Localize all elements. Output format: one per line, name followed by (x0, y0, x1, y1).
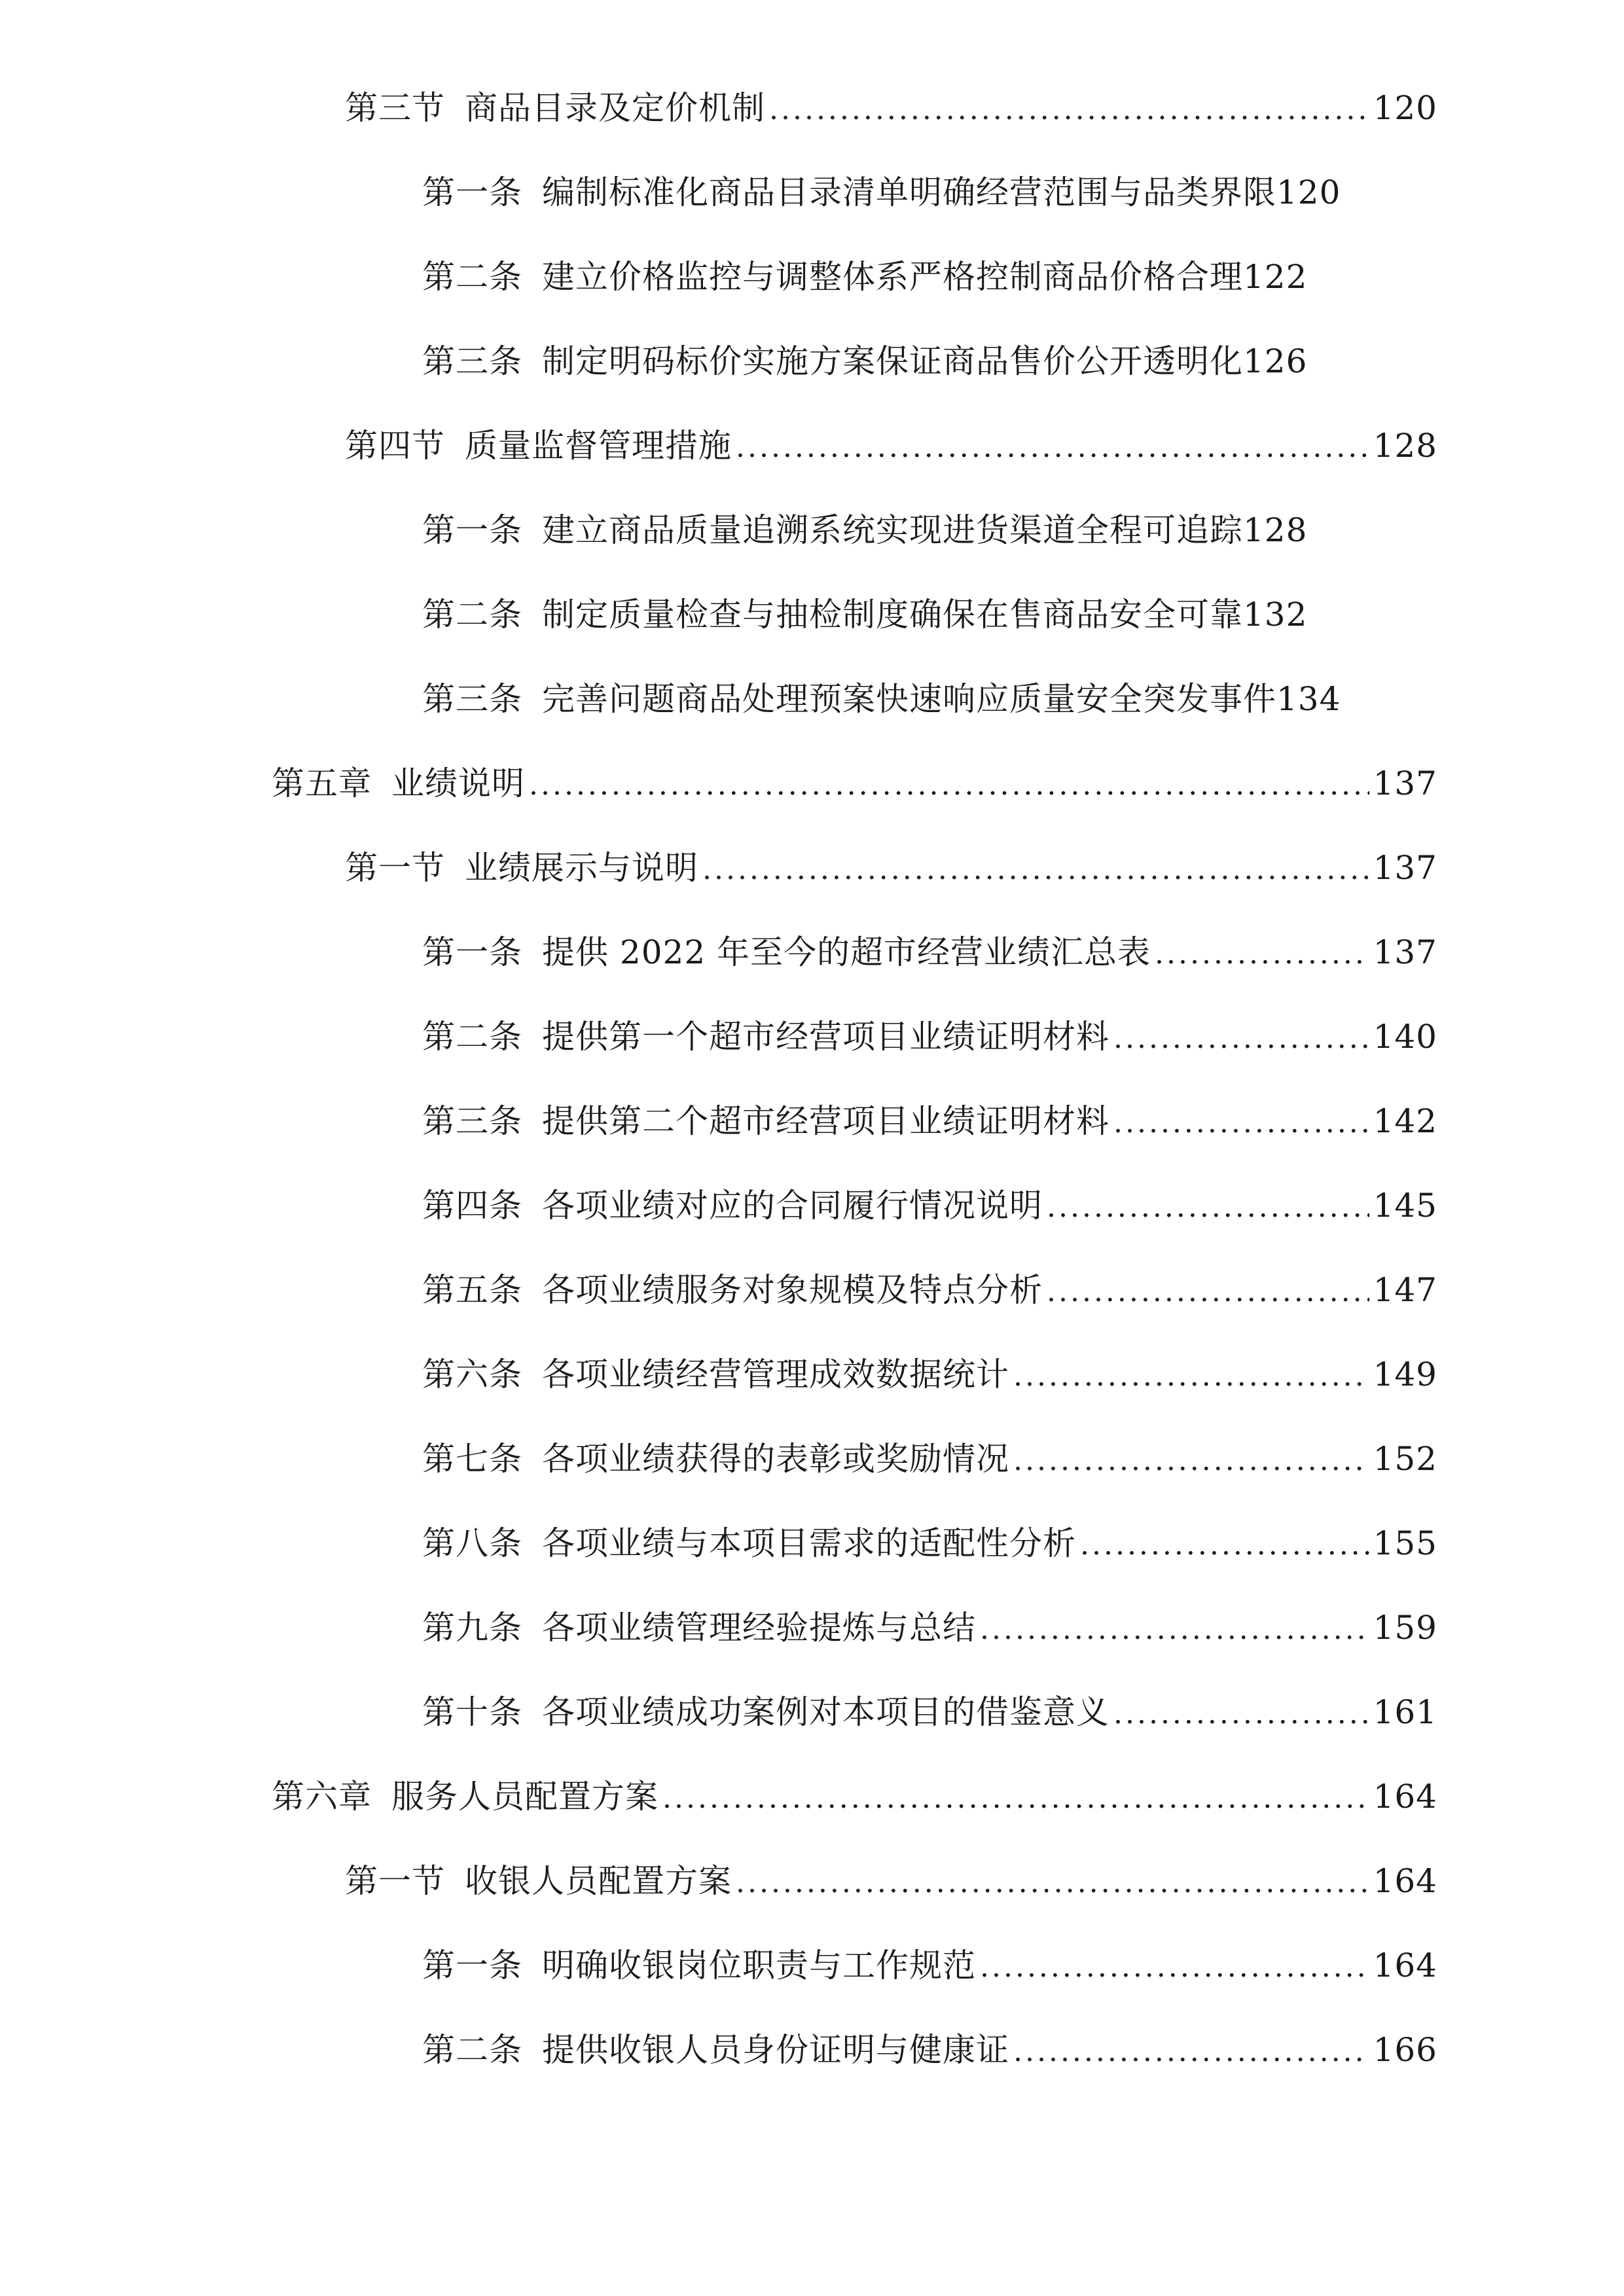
toc-entry-number: 第一条 (422, 173, 522, 211)
toc-entry-number: 第三节 (345, 89, 445, 127)
toc-dot-leader (1047, 1181, 1369, 1234)
toc-entry-title: 制定明码标价实施方案保证商品售价公开透明化 (542, 342, 1243, 380)
toc-entry-title: 服务人员配置方案 (391, 1778, 659, 1816)
toc-entry-number: 第四条 (422, 1187, 522, 1225)
toc-entry-title: 编制标准化商品目录清单明确经营范围与品类界限 (542, 173, 1276, 211)
toc-entry-page: 142 (1373, 1102, 1437, 1140)
toc-entry[interactable] (422, 673, 1470, 725)
toc-entry-title: 各项业绩对应的合同履行情况说明 (542, 1187, 1043, 1225)
toc-dot-leader (1013, 2026, 1369, 2078)
toc-entry-number: 第三条 (422, 342, 522, 380)
toc-entry-page: 164 (1373, 1946, 1437, 1984)
toc-entry-page: 164 (1373, 1778, 1437, 1816)
toc-entry-number: 第五章 (272, 764, 372, 802)
toc-entry[interactable] (422, 166, 1470, 219)
toc-entry-title: 各项业绩经营管理成效数据统计 (542, 1355, 1009, 1393)
toc-entry-title: 提供第二个超市经营项目业绩证明材料 (542, 1102, 1110, 1140)
toc-entry-title: 建立商品质量追溯系统实现进货渠道全程可追踪 (542, 511, 1243, 549)
toc-entry[interactable] (345, 82, 1437, 134)
toc-entry-page: 155 (1373, 1524, 1437, 1562)
toc-entry[interactable] (272, 1770, 1437, 1823)
toc-entry-number: 第三条 (422, 1102, 522, 1140)
toc-entry-page: 166 (1373, 2031, 1437, 2069)
toc-entry-title: 各项业绩获得的表彰或奖励情况 (542, 1440, 1009, 1478)
toc-entry-number: 第一节 (345, 1862, 445, 1900)
toc-entry-page: 137 (1373, 764, 1437, 802)
toc-entry-page: 161 (1373, 1693, 1437, 1731)
toc-dot-leader (1113, 1097, 1369, 1149)
toc-entry[interactable] (422, 504, 1437, 556)
toc-entry-page: 159 (1373, 1609, 1437, 1647)
toc-dot-leader (1113, 1013, 1369, 1065)
toc-entry-number: 第四节 (345, 427, 445, 465)
toc-entry[interactable] (272, 757, 1437, 810)
toc-entry-number: 第五条 (422, 1271, 522, 1309)
toc-entry-number: 第一条 (422, 1946, 522, 1984)
toc-entry-title: 提供 2022 年至今的超市经营业绩汇总表 (542, 933, 1151, 971)
toc-dot-leader (1080, 1519, 1369, 1571)
toc-entry-title: 各项业绩与本项目需求的适配性分析 (542, 1524, 1076, 1562)
toc-entry-page: 128 (1243, 511, 1308, 549)
toc-entry-number: 第八条 (422, 1524, 522, 1562)
toc-entry-number: 第二条 (422, 258, 522, 296)
toc-entry-title: 业绩说明 (391, 764, 525, 802)
toc-entry-page: 122 (1243, 258, 1308, 296)
toc-dot-leader (702, 844, 1369, 896)
toc-entry-title: 业绩展示与说明 (465, 849, 698, 887)
toc-entry-page: 145 (1373, 1187, 1437, 1225)
toc-entry[interactable] (422, 251, 1437, 303)
toc-entry-number: 第二条 (422, 2031, 522, 2069)
toc-entry-page: 126 (1243, 342, 1308, 380)
toc-entry[interactable] (345, 420, 1437, 472)
toc-dot-leader (662, 1772, 1369, 1825)
toc-entry[interactable] (422, 926, 1437, 978)
toc-entry-number: 第七条 (422, 1440, 522, 1478)
toc-entry-page: 147 (1373, 1271, 1437, 1309)
toc-entry-page: 134 (1276, 680, 1341, 718)
toc-entry-title: 各项业绩管理经验提炼与总结 (542, 1609, 976, 1647)
toc-entry-title: 完善问题商品处理预案快速响应质量安全突发事件 (542, 680, 1276, 718)
toc-dot-leader (980, 1604, 1369, 1656)
toc-dot-leader (1013, 1350, 1369, 1403)
toc-entry-number: 第二条 (422, 1018, 522, 1056)
toc-entry-title: 建立价格监控与调整体系严格控制商品价格合理 (542, 258, 1243, 296)
toc-entry[interactable] (345, 842, 1437, 894)
toc-entry-page: 137 (1373, 933, 1437, 971)
toc-entry[interactable] (422, 1095, 1437, 1147)
toc-dot-leader (1047, 1266, 1369, 1318)
toc-entry-page: 137 (1373, 849, 1437, 887)
toc-entry-number: 第一条 (422, 933, 522, 971)
toc-dot-leader (980, 1941, 1369, 1994)
toc-entry-title: 制定质量检查与抽检制度确保在售商品安全可靠 (542, 596, 1243, 634)
toc-entry-number: 第三条 (422, 680, 522, 718)
toc-entry[interactable] (422, 1433, 1437, 1485)
toc-entry-page: 152 (1373, 1440, 1437, 1478)
toc-entry[interactable] (422, 335, 1437, 387)
toc-entry-page: 149 (1373, 1355, 1437, 1393)
toc-entry-page: 120 (1373, 89, 1437, 127)
toc-entry[interactable] (422, 1011, 1437, 1063)
toc-entry-page: 128 (1373, 427, 1437, 465)
toc-entry-title: 提供收银人员身份证明与健康证 (542, 2031, 1009, 2069)
toc-entry[interactable] (422, 1179, 1437, 1232)
toc-entry[interactable] (422, 1686, 1437, 1738)
toc-entry-title: 明确收银岗位职责与工作规范 (542, 1946, 976, 1984)
toc-entry[interactable] (422, 1264, 1437, 1316)
toc-entry[interactable] (345, 1855, 1437, 1907)
toc-entry-number: 第一条 (422, 511, 522, 549)
toc-entry[interactable] (422, 1348, 1437, 1401)
toc-entry-number: 第六章 (272, 1778, 372, 1816)
toc-entry-title: 商品目录及定价机制 (465, 89, 765, 127)
toc-entry[interactable] (422, 1939, 1437, 1992)
toc-entry-title: 质量监督管理措施 (465, 427, 732, 465)
toc-entry-page: 120 (1276, 173, 1341, 211)
toc-entry-title: 收银人员配置方案 (465, 1862, 732, 1900)
toc-dot-leader (1155, 928, 1369, 980)
toc-dot-leader (769, 84, 1369, 136)
toc-entry-number: 第六条 (422, 1355, 522, 1393)
toc-entry[interactable] (422, 1602, 1437, 1654)
toc-dot-leader (736, 1857, 1369, 1909)
toc-entry-page: 164 (1373, 1862, 1437, 1900)
toc-entry-page: 140 (1373, 1018, 1437, 1056)
toc-entry[interactable] (422, 2024, 1437, 2076)
toc-entry[interactable] (422, 1517, 1437, 1570)
toc-dot-leader (736, 422, 1369, 474)
toc-entry-number: 第九条 (422, 1609, 522, 1647)
toc-entry-title: 各项业绩服务对象规模及特点分析 (542, 1271, 1043, 1309)
toc-entry-page: 132 (1243, 596, 1308, 634)
toc-entry-number: 第二条 (422, 596, 522, 634)
toc-dot-leader (1013, 1435, 1369, 1487)
toc-entry-number: 第十条 (422, 1693, 522, 1731)
toc-entry-title: 提供第一个超市经营项目业绩证明材料 (542, 1018, 1110, 1056)
toc-entry-title: 各项业绩成功案例对本项目的借鉴意义 (542, 1693, 1110, 1731)
toc-dot-leader (529, 759, 1369, 812)
toc-entry[interactable] (422, 588, 1437, 641)
toc-dot-leader (1113, 1688, 1369, 1740)
toc-entry-number: 第一节 (345, 849, 445, 887)
